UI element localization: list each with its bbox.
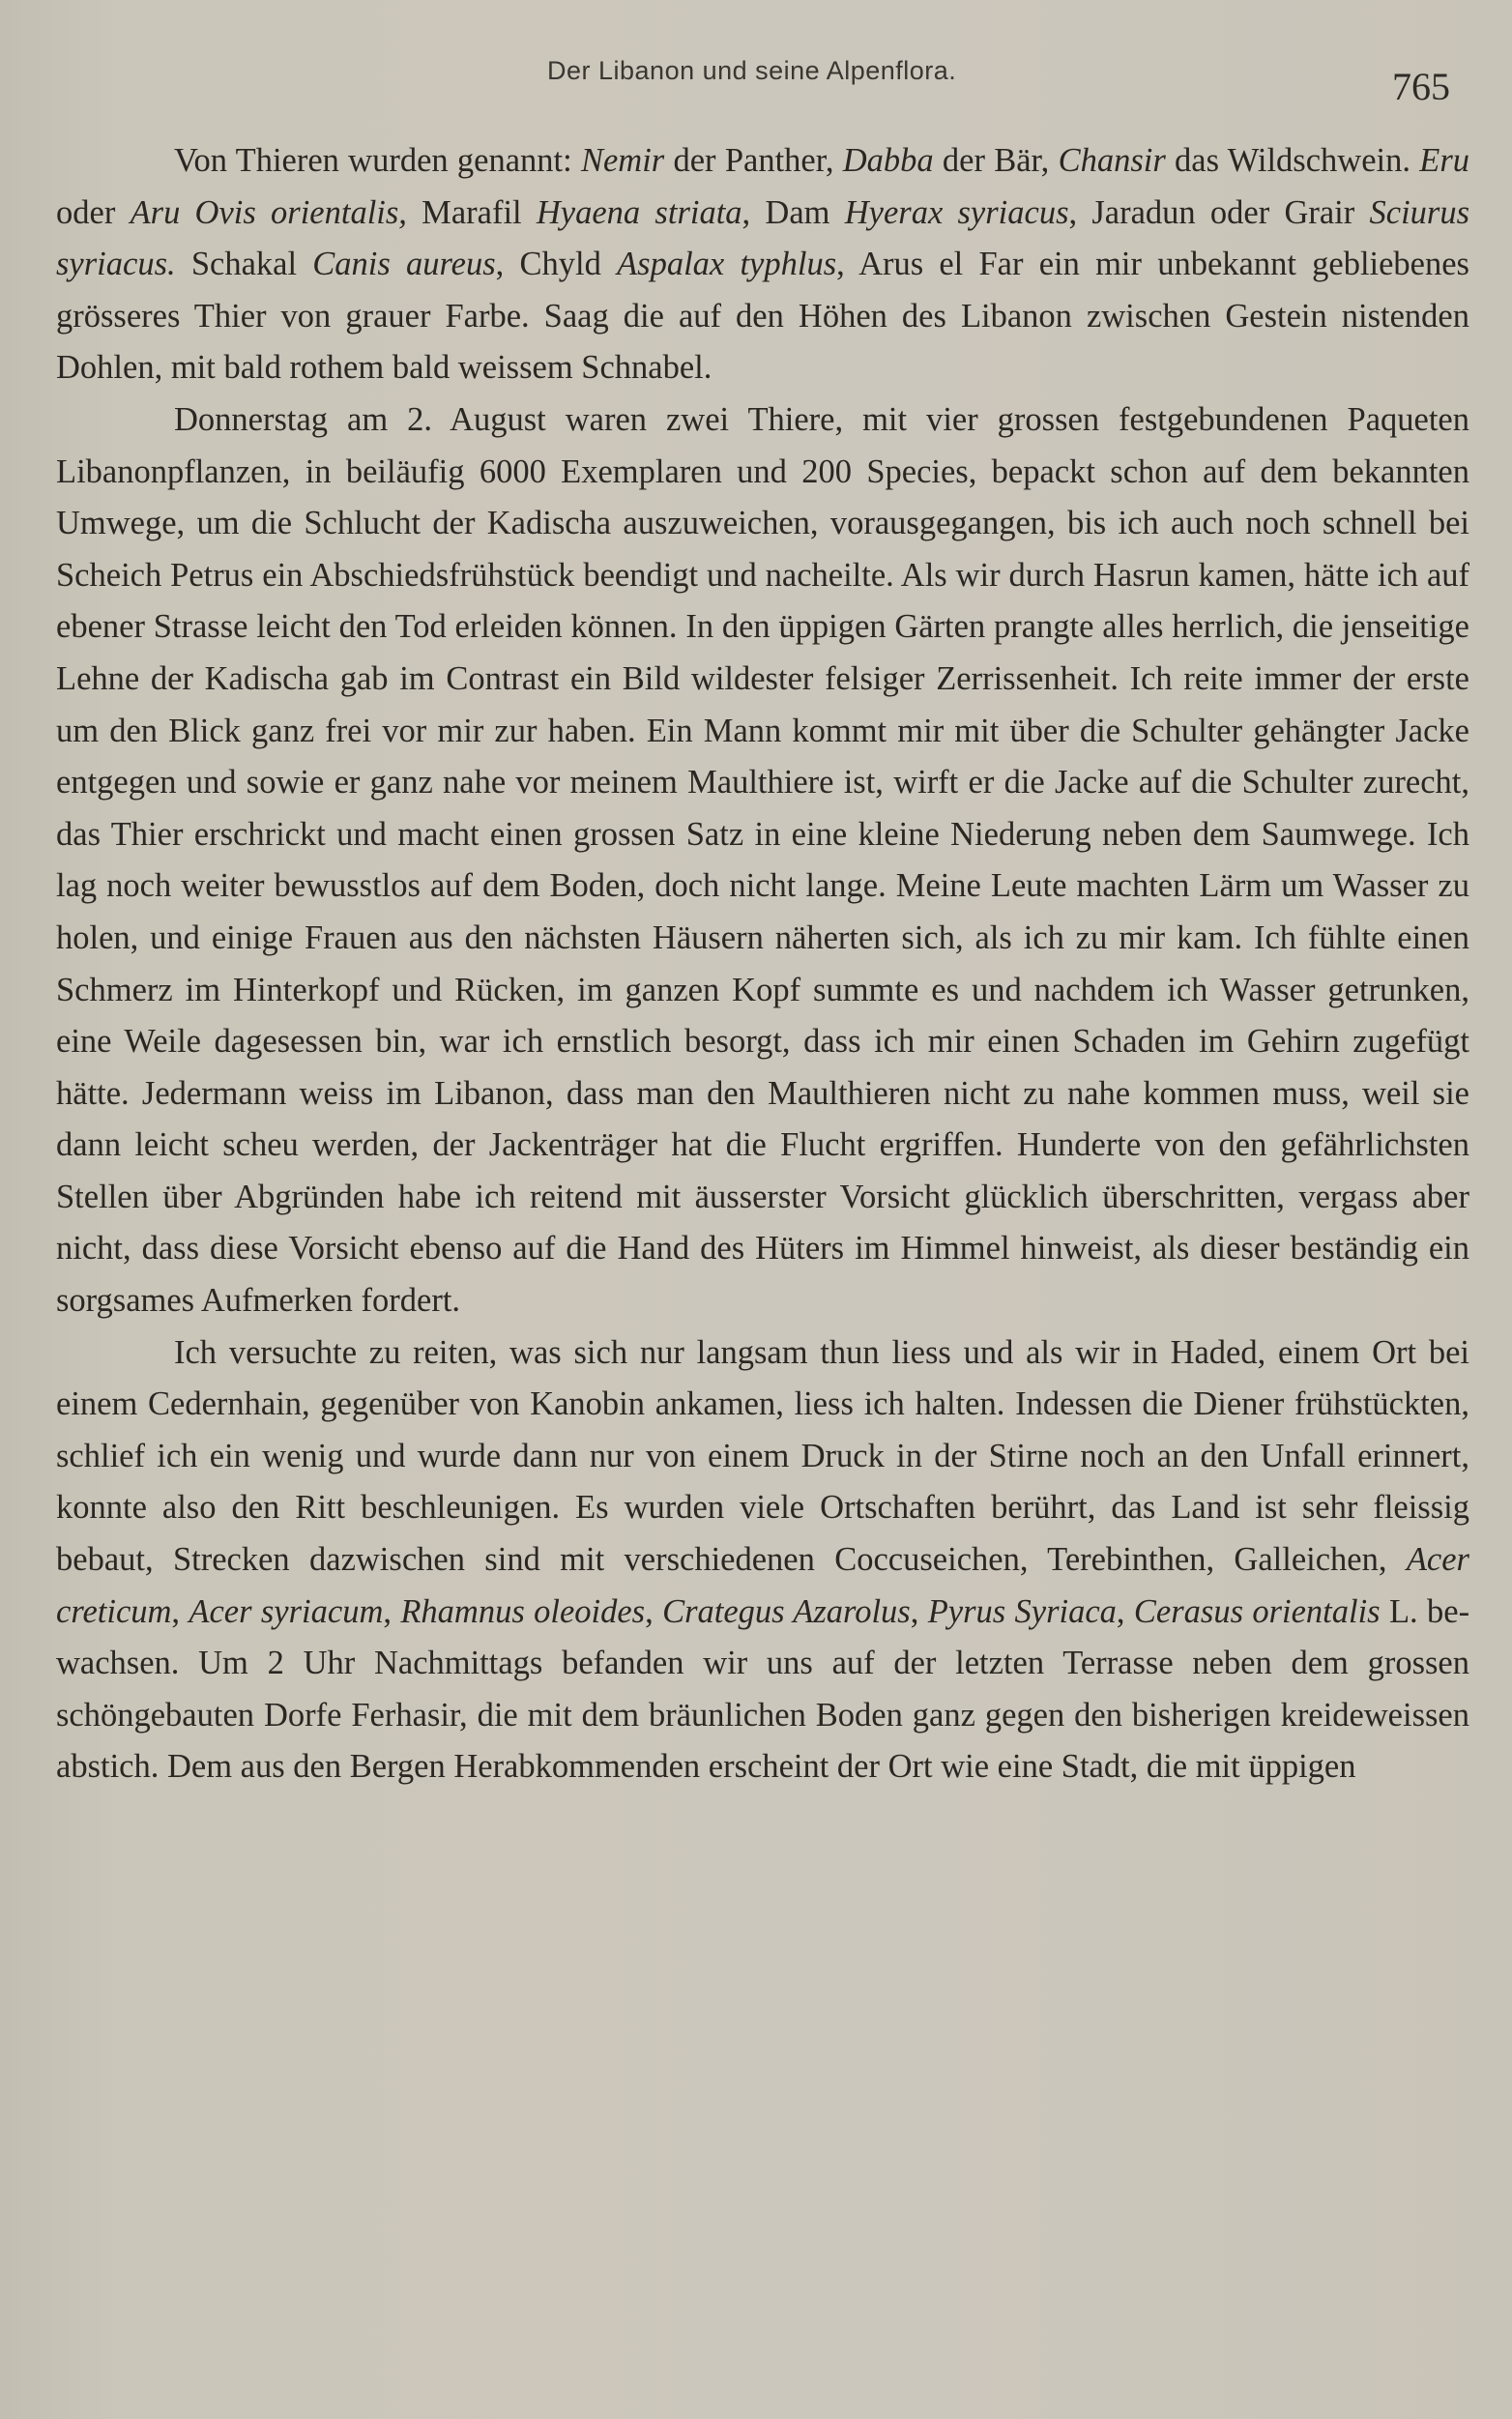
paragraph-animals <box>56 135 1469 394</box>
text-run: , Dam <box>741 193 845 231</box>
italic-term: Hyaena striata <box>536 193 742 231</box>
text-run: , Chyld <box>495 246 618 283</box>
text-run: , Jaradun oder Grair <box>1068 193 1370 231</box>
text-run: , Arus el Far ein mir unbekannt gebliebenes grösseres Thier von grauer Farbe. Saag die auf den Höhen des Libanon zwischen Gestein nistenden Dohlen, mit bald rothem bald weissem Schnabel. <box>56 246 1469 387</box>
text-run: L. bewachsen. Um 2 Uhr Nachmittags befanden wir uns auf der letzten Terrasse neben dem grossen schöngebauten Dorfe Ferhasir, die mit dem bräunlichen Boden ganz gegen den bisherigen kreideweissen abstich. Dem aus den Bergen Herabkommenden erscheint der Ort wie eine Stadt, die mit üppigen <box>56 1592 1470 1786</box>
text-run: der Bär, <box>933 142 1059 179</box>
text-run: das Wildschwein. <box>1165 142 1420 179</box>
italic-term: Crategus Azarolus <box>662 1592 911 1630</box>
italic-term: Chansir <box>1058 142 1166 179</box>
italic-term: Dabba <box>842 142 934 179</box>
page-header <box>0 48 1512 116</box>
text-run: oder <box>56 193 131 231</box>
text-run: , <box>171 1592 189 1630</box>
italic-term: Aru Ovis orientalis, <box>130 193 407 231</box>
italic-term: Hyerax syriacus <box>844 193 1069 231</box>
italic-term: Aspalax typhlus <box>617 246 837 283</box>
italic-term: Rhamnus oleoides <box>400 1592 646 1630</box>
italic-term: Cerasus orientalis <box>1133 1592 1381 1630</box>
text-run: Marafil <box>406 193 537 231</box>
italic-term: Pyrus Syriaca <box>927 1592 1117 1630</box>
text-run: Von Thieren wurden genannt: <box>174 142 581 179</box>
text-run: Schakal <box>175 246 313 283</box>
running-head: Der Libanon und seine Alpenflora. <box>547 56 957 85</box>
italic-term: Eru <box>1419 142 1469 179</box>
text-run: der Panther, <box>664 142 843 179</box>
text-run: , <box>383 1592 401 1630</box>
text-run: , <box>645 1592 663 1630</box>
text-run: Donnerstag am 2. August waren zwei Thiere, mit vier grossen festgebundenen Paqueten Libanonpflanzen, in beiläufig 6000 Exemplaren und 200 Species, bepackt schon auf dem bekannten Umwege, um die Schlucht der Kadischa auszuweichen, vorausgegangen, bis ich auch noch schnell bei Scheich Petrus ein Abschiedsfrühstück beendigt und nacheilte. Als wir durch Hasrun kamen, hätte ich auf ebener Strasse leicht den Tod erleiden können. In den üppigen Gärten prangte alles herrlich, die jenseitige Lehne der Kadischa gab im Contrast ein Bild wildester felsiger Zerrissenheit. Ich reite immer der erste um den Blick ganz frei vor mir zur haben. Ein Mann kommt mir mit über die Schulter gehängter Jacke entgegen und sowie er ganz nahe vor meinem Maulthiere ist, wirft er die Jacke auf die Schulter zurecht, das Thier erschrickt und macht einen grossen Satz in eine kleine Niederung neben dem Saumwege. Ich lag noch weiter bewusstlos auf dem Boden, doch nicht lange. Meine Leute machten Lärm um Wasser zu holen, und einige Frauen aus den nächsten Häusern näherten sich, als ich zu mir kam. Ich fühlte einen Schmerz im Hinterkopf und Rücken, im ganzen Kopf summte es und nachdem ich Wasser getrunken, eine Weile dagesessen bin, war ich ernstlich besorgt, dass ich mir einen Schaden im Gehirn zugefügt hätte. Jedermann weiss im Libanon, dass man den Maulthieren nicht zu nahe kommen muss, weil sie dann leicht scheu werden, der Jackenträger hat die Flucht ergriffen. Hunderte von den gefährlichsten Stellen über Abgründen habe ich reitend mit äusserster Vorsicht glücklich überschritten, vergass aber nicht, dass diese Vorsicht ebenso auf die Hand des Hüters im Himmel hinweist, als dieser beständig ein sorgsames Aufmerken fordert. <box>56 400 1469 1320</box>
paragraph-journey-accident <box>56 394 1469 1327</box>
italic-term: Canis aureus <box>312 246 496 283</box>
italic-term: Acer syriacum <box>189 1592 384 1630</box>
text-run: Ich versuchte zu reiten, was sich nur langsam thun liess und als wir in Haded, einem Ort bei einem Cedernhain, gegenüber von Kanobin ankamen, liess ich halten. Indessen die Diener frühstückten, schlief ich ein wenig und wurde dann nur von einem Druck in der Stirne noch an den Unfall erinnert, konnte also den Ritt beschleunigen. Es wurden viele Ortschaften berührt, das Land ist sehr fleissig bebaut, Strecken dazwischen sind mit verschiedenen Coccuseichen, Terebinthen, Galleichen, <box>56 1333 1469 1579</box>
italic-term: Sciurus syriacus. <box>56 193 1469 283</box>
italic-term: Acer creticum <box>56 1541 1469 1630</box>
body-text <box>56 135 1469 1793</box>
page-number: 765 <box>1392 65 1450 108</box>
text-run: , <box>1116 1592 1134 1630</box>
paragraph-ride-to-ferhasir <box>56 1327 1469 1793</box>
text-run: , <box>910 1592 928 1630</box>
italic-term: Nemir <box>580 142 665 179</box>
